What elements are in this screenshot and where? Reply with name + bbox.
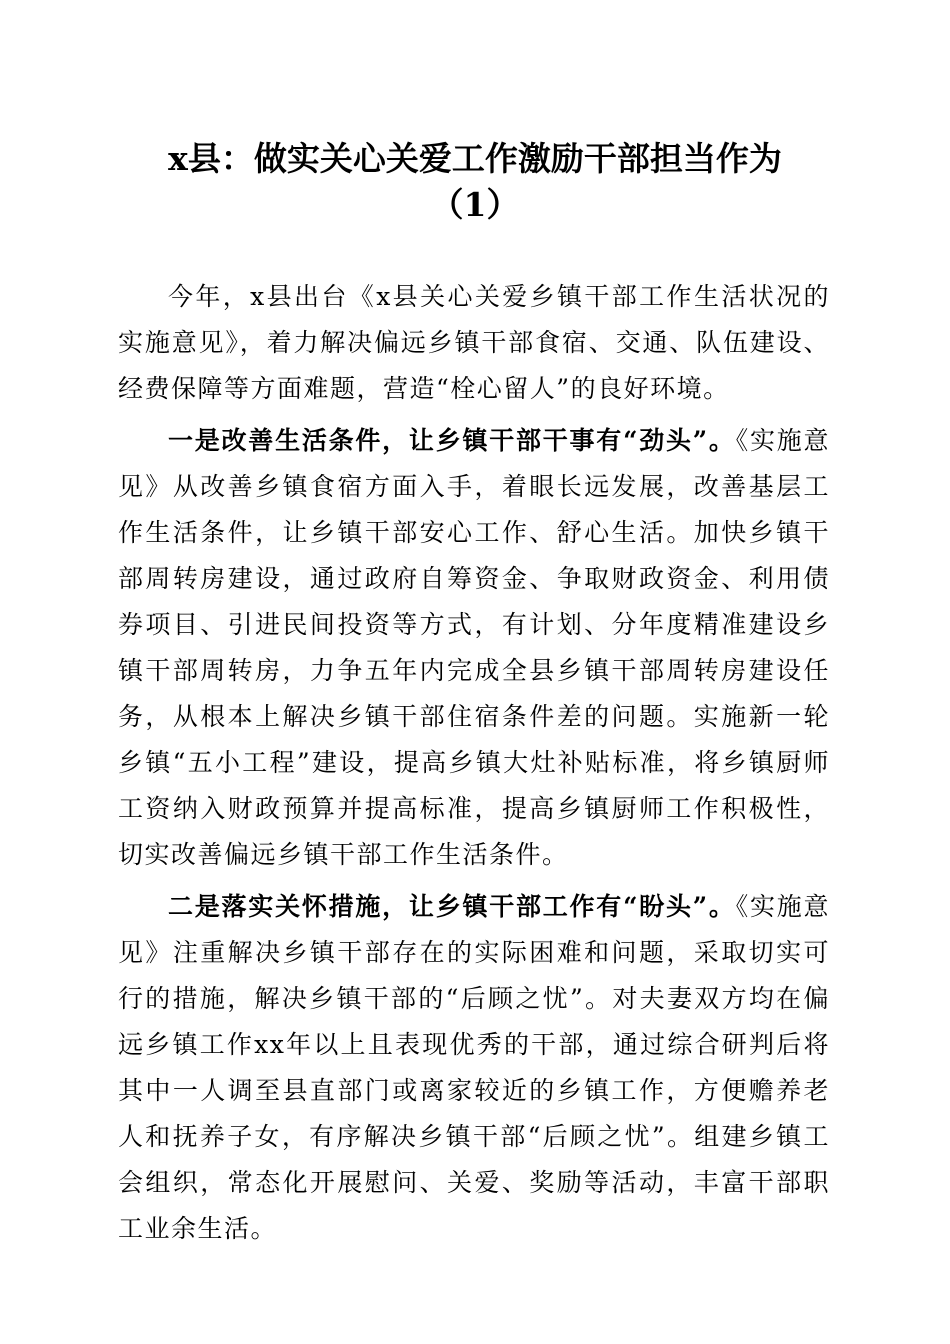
paragraph-intro xyxy=(118,274,830,412)
paragraph-text: 《实施意见》从改善乡镇食宿方面入手，着眼长远发展，改善基层工作生活条件，让乡镇干部安心工作、舒心生活。加快乡镇干部周转房建设，通过政府自筹资金、争取财政资金、利用债券项目、引进民间投资等方式，有计划、分年度精准建设乡镇干部周转房，力争五年内完成全县乡镇干部周转房建设任务，从根本上解决乡镇干部住宿条件差的问题。实施新一轮乡镇“五小工程”建设，提高乡镇大灶补贴标准，将乡镇厨师工资纳入财政预算并提高标准，提高乡镇厨师工作积极性，切实改善偏远乡镇干部工作生活条件。 xyxy=(118,426,830,869)
paragraph-improve-living-conditions xyxy=(118,418,830,878)
paragraph-care-measures xyxy=(118,884,830,1252)
paragraph-heading: 二是落实关怀措施，让乡镇干部工作有“盼头”。 xyxy=(168,892,736,921)
paragraph-text: 《实施意见》注重解决乡镇干部存在的实际困难和问题，采取切实可行的措施，解决乡镇干部的“后顾之忧”。对夫妻双方均在偏远乡镇工作xx年以上且表现优秀的干部，通过综合研判后将其中一人调至县直部门或离家较近的乡镇工作，方便赡养老人和抚养子女，有序解决乡镇干部“后顾之忧”。组建乡镇工会组织，常态化开展慰问、关爱、奖励等活动，丰富干部职工业余生活。 xyxy=(118,892,830,1243)
document-title xyxy=(60,136,890,228)
title-line-1: x县：做实关心关爱工作激励干部担当作为 xyxy=(168,139,782,178)
document-body xyxy=(118,274,830,1258)
paragraph-text: 今年，x县出台《x县关心关爱乡镇干部工作生活状况的实施意见》，着力解决偏远乡镇干部食宿、交通、队伍建设、经费保障等方面难题，营造“栓心留人”的良好环境。 xyxy=(118,282,830,403)
paragraph-heading: 一是改善生活条件，让乡镇干部干事有“劲头”。 xyxy=(168,426,736,455)
title-line-2: （1） xyxy=(430,185,520,224)
